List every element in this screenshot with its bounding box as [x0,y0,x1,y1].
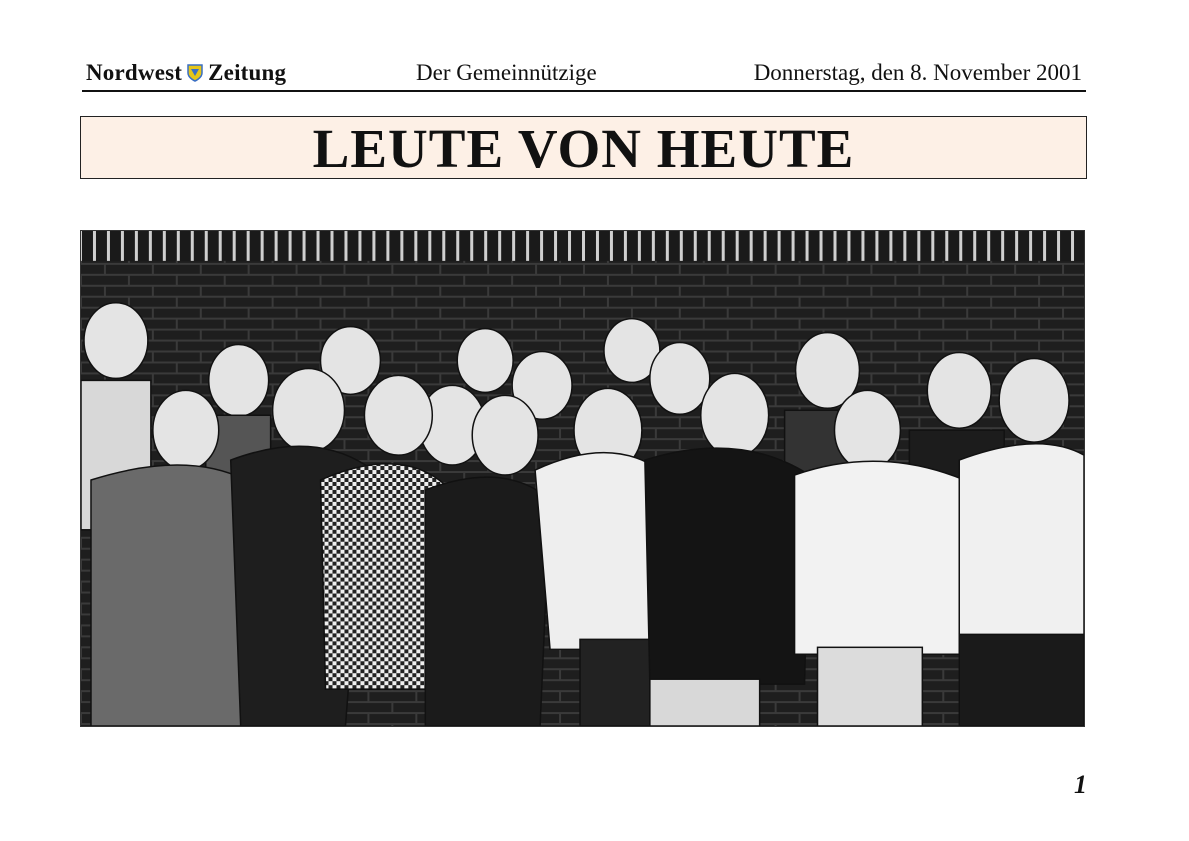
page-header [82,58,1086,88]
headline-banner [80,116,1087,179]
masthead-right: Zeitung [208,60,287,85]
group-photo [80,230,1085,727]
coat-of-arms-icon [187,64,203,82]
masthead-left: Nordwest [86,60,183,85]
page-number: 1 [1074,770,1087,799]
newspaper-masthead [86,60,286,86]
header-rule [82,90,1086,92]
headline: LEUTE VON HEUTE [312,118,855,179]
issue-date: Donnerstag, den 8. November 2001 [753,60,1082,85]
section-name: Der Gemeinnützige [416,60,597,85]
brick-course [81,231,1084,261]
